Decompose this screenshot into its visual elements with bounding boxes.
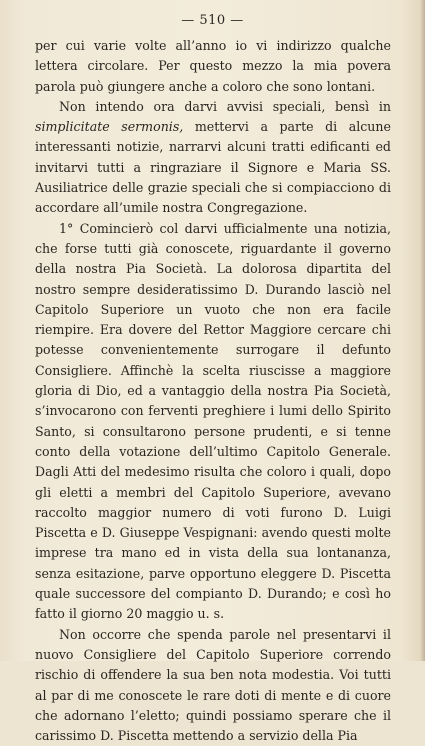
paragraph-1: per cui varie volte all’anno io vi indirizzo qualche lettera circolare. Per questo mezzo la mia povera parola può giungere anche a coloro che sono lontani. [35, 38, 391, 94]
paragraph-2-text-a: Non intendo ora darvi avvisi speciali, bensì in [59, 98, 391, 114]
paragraph-2-text-b: mettervi a parte di alcune interessanti notizie, narrarvi alcuni tratti edificanti ed invitarvi tutti a ringraziare il Signore e Maria SS. Ausiliatrice delle grazie speciali che si compiacciono di accordare all’umile nostra Congregazione. [35, 119, 391, 216]
page-number: — 510 — [181, 13, 244, 28]
page-edge-shadow [420, 0, 425, 661]
page-body [35, 36, 391, 746]
paragraph-4: Non occorre che spenda parole nel presentarvi il nuovo Consigliere del Capitolo Superiore correndo rischio di offendere la sua ben nota modestia. Voi tutti al par di me conoscete le rare doti di mente e di cuore che adornano l’eletto; quindi possiamo sperare che il carissimo D. Piscetta mettendo a servizio della Pia [35, 626, 391, 744]
paragraph-3: 1° Comincierò col darvi ufficialmente una notizia, che forse tutti già conoscete, riguardante il governo della nostra Pia Società. La dolorosa dipartita del nostro sempre desideratissimo D. Durando lasciò nel Capitolo Superiore un vuoto che non era facile riempire. Era dovere del Rettor Maggiore cercare chi potesse convenientemente surrogare il defunto Consigliere. Affinchè la scelta riuscisse a maggiore gloria di Dio, ed a vantaggio della nostra Pia Società, s’invocarono con ferventi preghiere i lumi dello Spirito Santo, si consultarono persone prudenti, e si tenne conto della votazione dell’ultimo Capitolo Generale. Dagli Atti del medesimo risulta che coloro i quali, dopo gli eletti a membri del Capitolo Superiore, avevano raccolto maggior numero di voti furono D. Luigi Piscetta e D. Giuseppe Vespignani: avendo questi molte imprese tra mano ed in vista della sua lontananza, senza esitazione, parve opportuno eleggere D. Piscetta quale successore del compianto D. Durando; e così ho fatto il giorno 20 maggio u. s. [35, 220, 391, 622]
latin-phrase: simplicitate sermonis, [35, 119, 184, 135]
paragraph-2 [35, 97, 391, 219]
